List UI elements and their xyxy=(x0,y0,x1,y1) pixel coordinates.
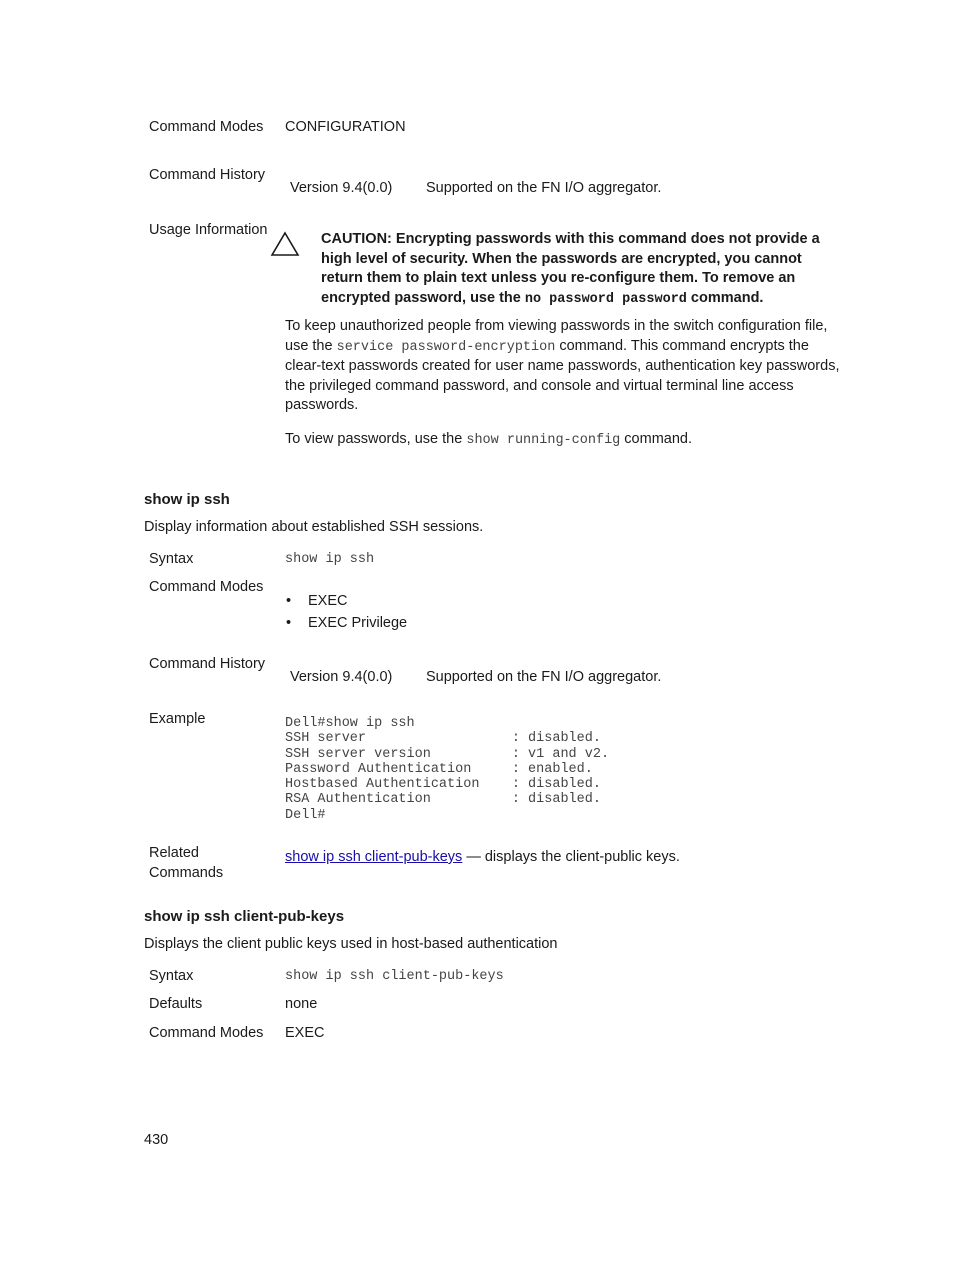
history-description: Supported on the FN I/O aggregator. xyxy=(426,669,662,685)
para2-text-start: To view passwords, use the xyxy=(285,431,467,447)
command-modes-list xyxy=(285,590,407,634)
list-item: • EXEC Privilege xyxy=(285,612,407,634)
para1-text-end: command. This command encrypts the clear-text passwords created for user name passwords, authentication key passwords, the privileged command password, and console and virtual terminal line access passwords. xyxy=(285,337,840,413)
usage-paragraph-1 xyxy=(285,317,845,416)
history-description: Supported on the FN I/O aggregator. xyxy=(426,180,662,196)
caution-text xyxy=(321,230,841,309)
command-modes-label: Command Modes xyxy=(149,579,264,595)
command-modes-label: Command Modes xyxy=(149,119,264,135)
history-version: Version 9.4(0.0) xyxy=(290,180,393,196)
section-description: Displays the client public keys used in host-based authentication xyxy=(144,936,558,952)
command-history-label: Command History xyxy=(149,656,266,672)
code-line: Password Authentication : enabled. xyxy=(285,761,593,777)
para1-text-start: To keep unauthorized people from viewing passwords in the switch configuration file, use the xyxy=(285,318,828,354)
caution-code: no password password xyxy=(524,291,687,307)
related-commands-label: Related Commands xyxy=(149,845,224,881)
command-modes-value: CONFIGURATION xyxy=(285,119,406,135)
para1-code: service password-encryption xyxy=(336,339,556,355)
defaults-label: Defaults xyxy=(149,996,203,1012)
code-line: SSH server : disabled. xyxy=(285,731,601,747)
syntax-label: Syntax xyxy=(149,968,194,984)
command-history-label: Command History xyxy=(149,167,266,183)
defaults-value: none xyxy=(285,996,318,1012)
caution-text-end: command. xyxy=(686,289,764,306)
related-command-link[interactable]: show ip ssh client-pub-keys xyxy=(285,849,463,865)
para2-code: show running-config xyxy=(466,433,621,448)
command-modes-label: Command Modes xyxy=(149,1025,264,1041)
para2-text-end: command. xyxy=(620,431,693,447)
section-title-show-ip-ssh: show ip ssh xyxy=(144,491,230,508)
caution-text-start: CAUTION: Encrypting passwords with this command does not provide a high level of security. When the passwords are encrypted, you cannot return them to plain text unless you re-configure them. To remove an encrypted password, use the xyxy=(321,231,820,306)
code-line: Dell#show ip ssh xyxy=(285,716,415,731)
example-code-block xyxy=(285,716,609,823)
list-item: • EXEC xyxy=(285,590,407,612)
syntax-value: show ip ssh client-pub-keys xyxy=(285,969,504,984)
section-title-show-ip-ssh-client-pub-keys: show ip ssh client-pub-keys xyxy=(144,908,345,925)
warning-triangle-icon xyxy=(270,231,300,257)
related-command-description: — displays the client-public keys. xyxy=(462,849,680,865)
command-modes-value: EXEC xyxy=(285,1025,325,1041)
section-description: Display information about established SSH sessions. xyxy=(144,519,484,535)
code-line: Hostbased Authentication : disabled. xyxy=(285,777,601,793)
usage-paragraph-2 xyxy=(285,430,845,451)
example-label: Example xyxy=(149,711,206,727)
syntax-value: show ip ssh xyxy=(285,552,375,567)
code-line: RSA Authentication : disabled. xyxy=(285,792,601,808)
usage-information-label: Usage Information xyxy=(149,222,268,238)
code-line: SSH server version : v1 and v2. xyxy=(285,746,610,762)
related-commands xyxy=(285,848,680,868)
history-version: Version 9.4(0.0) xyxy=(290,669,393,685)
page-number: 430 xyxy=(144,1132,169,1148)
syntax-label: Syntax xyxy=(149,551,194,567)
code-line: Dell# xyxy=(285,807,326,823)
